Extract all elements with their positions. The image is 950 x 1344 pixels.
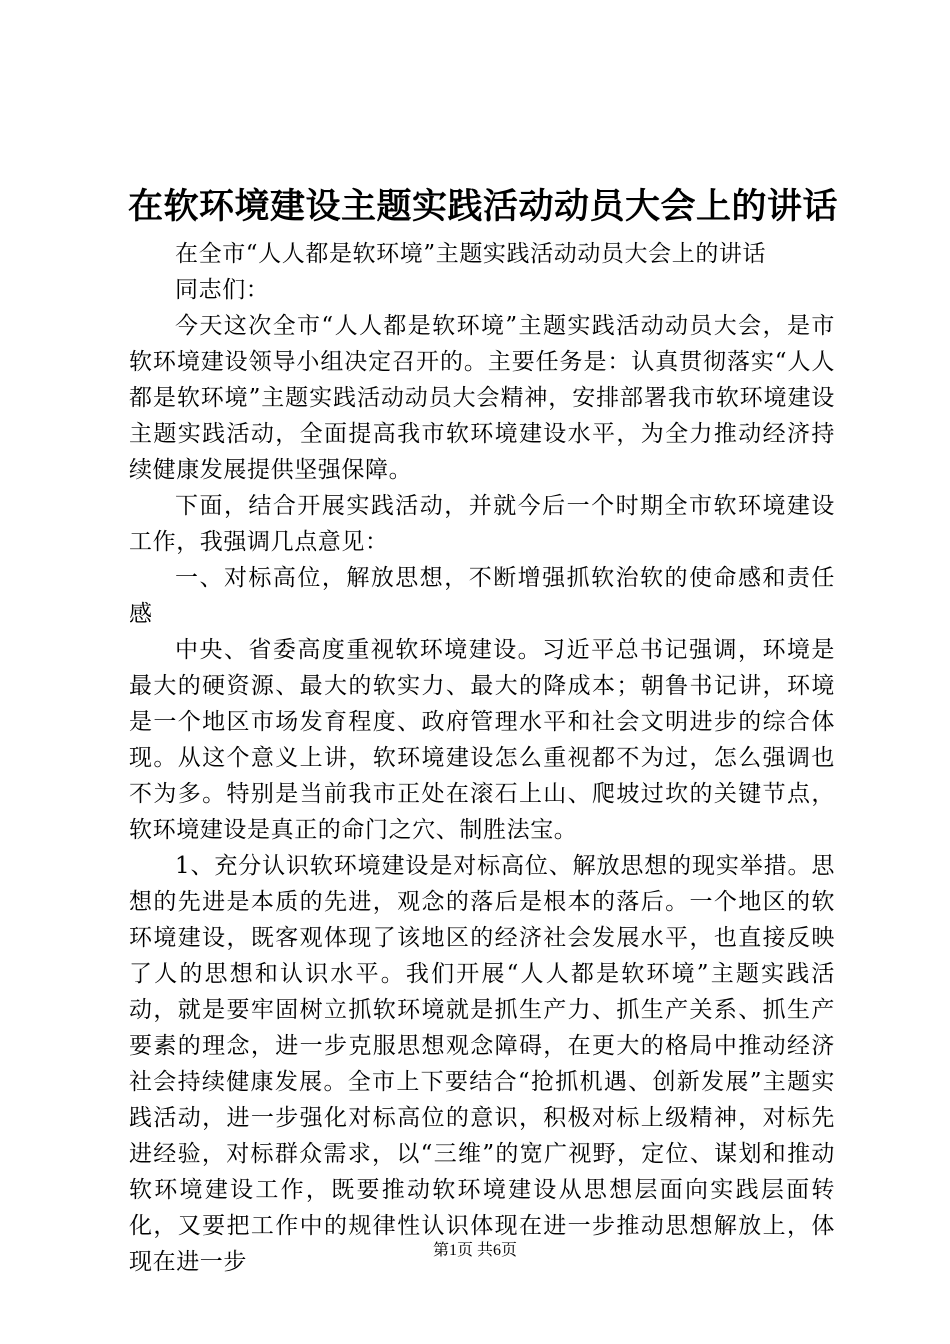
- document-body: [129, 236, 835, 1280]
- page-number-footer: 第1页 共6页: [432, 1242, 517, 1259]
- section-heading-1: 一、对标高位，解放思想，不断增强抓软治软的使命感和责任感: [129, 565, 835, 627]
- paragraph-transition: 下面，结合开展实践活动，并就今后一个时期全市软环境建设工作，我强调几点意见：: [129, 493, 835, 555]
- paragraph-subtitle: 在全市“人人都是软环境”主题实践活动动员大会上的讲话: [175, 241, 767, 267]
- paragraph-intro: 今天这次全市“人人都是软环境”主题实践活动动员大会，是市软环境建设领导小组决定召开的。主要任务是：认真贯彻落实“人人都是软环境”主题实践活动动员大会精神，安排部署我市软环境建设主题实践活动，全面提高我市软环境建设水平，为全力推动经济持续健康发展提供坚强保障。: [129, 313, 835, 483]
- document-title: 在软环境建设主题实践活动动员大会上的讲话: [128, 186, 839, 227]
- paragraph-point-1: 1、充分认识软环境建设是对标高位、解放思想的现实举措。思想的先进是本质的先进，观念的落后是根本的落后。一个地区的软环境建设，既客观体现了该地区的经济社会发展水平，也直接反映了人的思想和认识水平。我们开展“人人都是软环境”主题实践活动，就是要牢固树立抓软环境就是抓生产力、抓生产关系、抓生产要素的理念，进一步克服思想观念障碍，在更大的格局中推动经济社会持续健康发展。全市上下要结合“抢抓机遇、创新发展”主题实践活动，进一步强化对标高位的意识，积极对标上级精神，对标先进经验，对标群众需求，以“三维”的宽广视野，定位、谋划和推动软环境建设工作，既要推动软环境建设从思想层面向实践层面转化，又要把工作中的规律性认识体现在进一步推动思想解放上，体现在进一步: [129, 853, 835, 1275]
- paragraph-section-1: 中央、省委高度重视软环境建设。习近平总书记强调，环境是最大的硬资源、最大的软实力、最大的降成本；朝鲁书记讲，环境是一个地区市场发育程度、政府管理水平和社会文明进步的综合体现。从这个意义上讲，软环境建设怎么重视都不为过，怎么强调也不为多。特别是当前我市正处在滚石上山、爬坡过坎的关键节点，软环境建设是真正的命门之穴、制胜法宝。: [129, 637, 835, 843]
- paragraph-salutation: 同志们：: [175, 277, 270, 303]
